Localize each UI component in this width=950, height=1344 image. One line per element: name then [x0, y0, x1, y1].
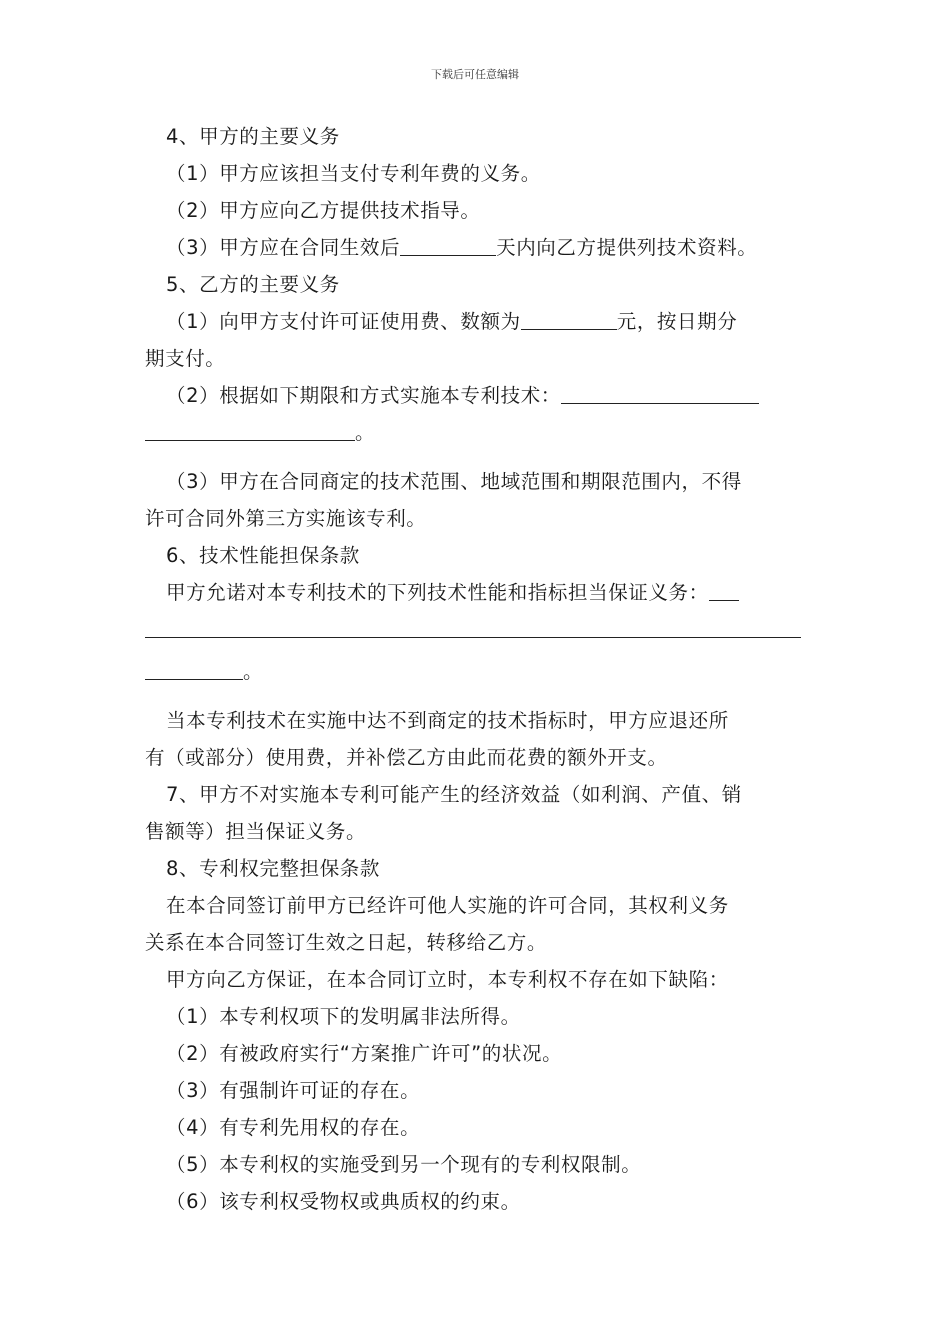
- section-4-item-1: （1）甲方应该担当支付专利年费的义务。: [166, 162, 541, 185]
- days-blank[interactable]: [400, 233, 496, 256]
- fee-amount-blank[interactable]: [521, 307, 617, 330]
- section-5-item-1-text-a: （1）向甲方支付许可证使用费、数额为: [166, 310, 521, 333]
- section-5-item-1-line-2: 期支付。: [145, 347, 226, 370]
- section-5-title: 5、乙方的主要义务: [166, 273, 340, 296]
- section-5-item-1-line-1: [145, 303, 807, 340]
- section-8-para-1-line-2: 关系在本合同签订生效之日起，转移给乙方。: [145, 931, 548, 954]
- section-4-item-2: （2）甲方应向乙方提供技术指导。: [166, 199, 481, 222]
- section-5-item-1-text-b: 元，按日期分: [616, 310, 738, 333]
- section-5-item-2-line-1: [145, 377, 807, 414]
- section-8-defect-5: （5）本专利权的实施受到另一个现有的专利权限制。: [166, 1153, 642, 1176]
- performance-blank-1[interactable]: [709, 578, 739, 601]
- performance-blank-2[interactable]: [145, 615, 801, 638]
- section-5-item-2-line-2: [145, 414, 807, 451]
- page-header: 下载后可任意编辑: [431, 68, 519, 81]
- section-8-defect-2: （2）有被政府实行“方案推广许可”的状况。: [166, 1042, 563, 1065]
- section-5-item-3-line-2: 许可合同外第三方实施该专利。: [145, 507, 427, 530]
- section-6-item-1-line-3: [145, 653, 807, 690]
- section-8-para-2: 甲方向乙方保证，在本合同订立时，本专利权不存在如下缺陷：: [166, 968, 729, 991]
- section-6-title: 6、技术性能担保条款: [166, 544, 360, 567]
- section-8-defect-3: （3）有强制许可证的存在。: [166, 1079, 421, 1102]
- section-6-item-2-line-2: 有（或部分）使用费，并补偿乙方由此而花费的额外开支。: [145, 746, 668, 769]
- document-body: [145, 118, 807, 1220]
- section-4-item-3: [145, 229, 807, 266]
- section-8-para-1-line-1: 在本合同签订前甲方已经许可他人实施的许可合同，其权利义务: [166, 894, 729, 917]
- section-5-item-3-line-1: （3）甲方在合同商定的技术范围、地域范围和期限范围内，不得: [166, 470, 742, 493]
- section-6-item-1-end: 。: [243, 660, 264, 683]
- section-5-item-2-end: 。: [355, 421, 376, 444]
- implementation-method-blank-1[interactable]: [561, 381, 759, 404]
- section-4-title: 4、甲方的主要义务: [166, 125, 340, 148]
- section-4-item-3-text-b: 天内向乙方提供列技术资料。: [496, 236, 758, 259]
- section-4-item-3-text-a: （3）甲方应在合同生效后: [166, 236, 401, 259]
- section-7-line-2: 售额等）担当保证义务。: [145, 820, 367, 843]
- performance-blank-3[interactable]: [145, 657, 243, 680]
- section-6-item-1-text: 甲方允诺对本专利技术的下列技术性能和指标担当保证义务：: [166, 581, 709, 604]
- section-6-item-1-line-1: [145, 574, 807, 611]
- section-8-defect-4: （4）有专利先用权的存在。: [166, 1116, 421, 1139]
- implementation-method-blank-2[interactable]: [145, 418, 355, 441]
- section-6-item-2-line-1: 当本专利技术在实施中达不到商定的技术指标时，甲方应退还所: [166, 709, 729, 732]
- section-8-defect-1: （1）本专利权项下的发明属非法所得。: [166, 1005, 521, 1028]
- section-5-item-2-text: （2）根据如下期限和方式实施本专利技术：: [166, 384, 561, 407]
- section-7-line-1: 7、甲方不对实施本专利可能产生的经济效益（如利润、产值、销: [166, 783, 742, 806]
- section-8-title: 8、专利权完整担保条款: [166, 857, 381, 880]
- section-8-defect-6: （6）该专利权受物权或典质权的约束。: [166, 1190, 521, 1213]
